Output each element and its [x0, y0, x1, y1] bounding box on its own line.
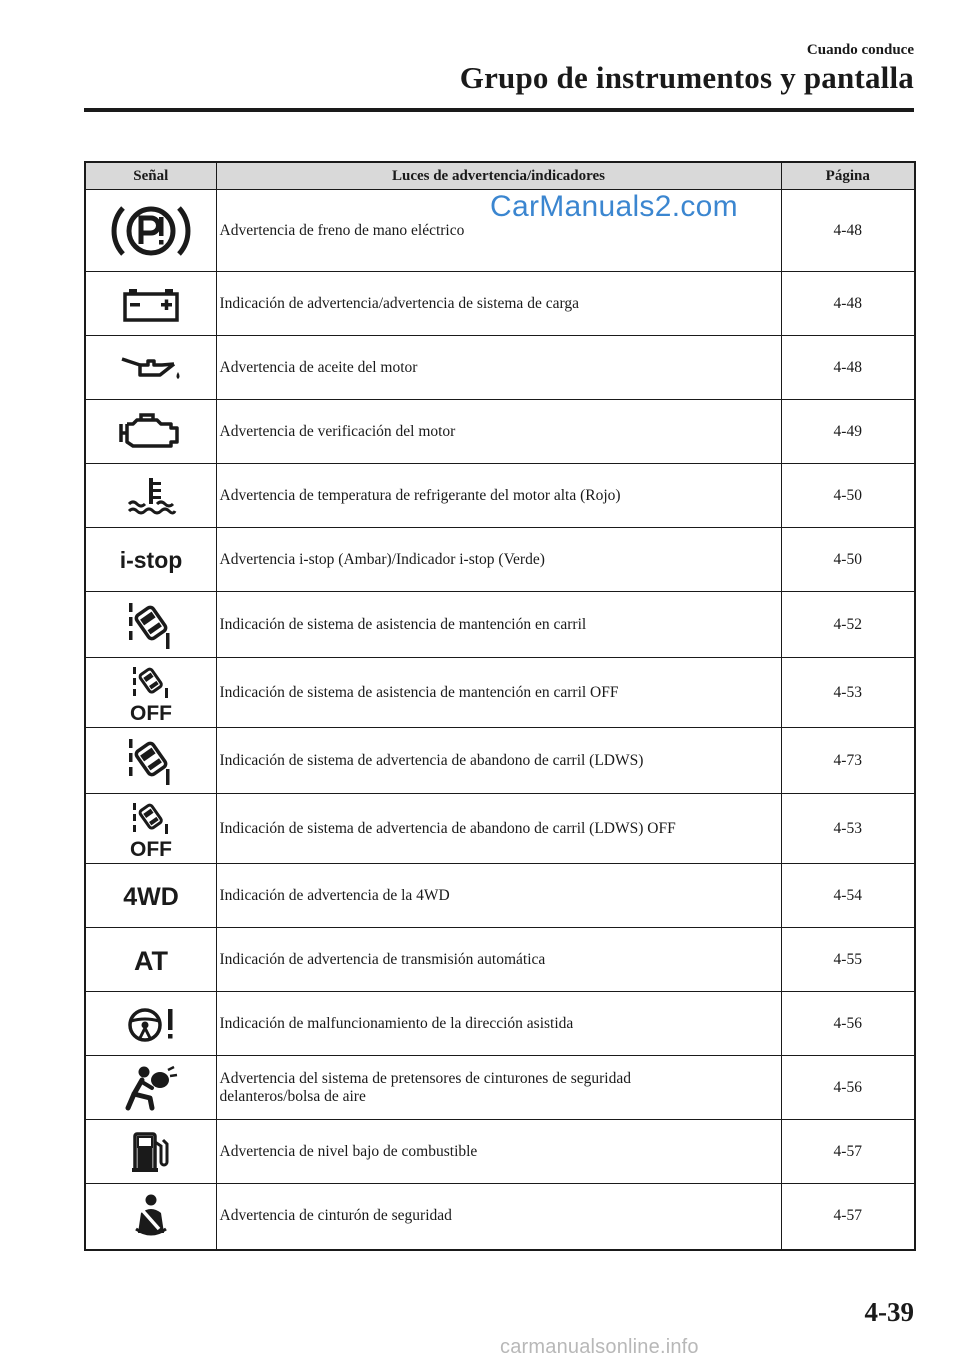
column-header-description: Luces de advertencia/indicadores [216, 162, 781, 190]
icon-cell [85, 464, 216, 528]
icon-cell [85, 592, 216, 658]
description-cell: Indicación de sistema de advertencia de abandono de carril (LDWS) [216, 728, 781, 794]
icon-cell [85, 928, 216, 992]
icon-cell [85, 528, 216, 592]
icon-cell [85, 864, 216, 928]
automatic-transmission-icon [126, 944, 176, 976]
description-cell: Advertencia i-stop (Ambar)/Indicador i-stop (Verde) [216, 528, 781, 592]
description-cell: Advertencia de cinturón de seguridad [216, 1184, 781, 1250]
table-row [85, 794, 915, 864]
description-cell: Advertencia de aceite del motor [216, 336, 781, 400]
icon-cell [85, 1056, 216, 1120]
at-icon-text: AT [133, 945, 168, 976]
table-row [85, 728, 915, 794]
warning-lights-table [84, 161, 916, 1251]
page-cell: 4-53 [781, 658, 915, 728]
watermark-logo: CarManuals2.com [490, 190, 738, 223]
table-header-row [85, 162, 915, 190]
page-cell: 4-56 [781, 1056, 915, 1120]
coolant-temperature-icon [123, 476, 179, 516]
description-line: Advertencia del sistema de pretensores de cinturones de seguridad [219, 1069, 631, 1087]
4wd-icon-text: 4WD [122, 882, 179, 911]
seat-belt-icon [128, 1193, 174, 1239]
icon-cell [85, 728, 216, 794]
i-stop-icon [118, 543, 184, 577]
table-row [85, 1056, 915, 1120]
table-row [85, 336, 915, 400]
table-row [85, 658, 915, 728]
page-cell: 4-57 [781, 1184, 915, 1250]
table-row [85, 1184, 915, 1250]
icon-cell [85, 272, 216, 336]
page-cell: 4-48 [781, 272, 915, 336]
table-row [85, 864, 915, 928]
table-row [85, 400, 915, 464]
icon-cell [85, 794, 216, 864]
description-line: delanteros/bolsa de aire [219, 1087, 366, 1105]
page-number: 4-39 [864, 1297, 914, 1327]
page-cell: 4-57 [781, 1120, 915, 1184]
lane-keep-assist-off-icon [124, 664, 178, 722]
page-cell: 4-52 [781, 592, 915, 658]
icon-cell [85, 658, 216, 728]
table-row [85, 928, 915, 992]
page-cell: 4-50 [781, 464, 915, 528]
watermark-footer: carmanualsonline.info [500, 1336, 699, 1358]
table-row [85, 272, 915, 336]
page-cell: 4-73 [781, 728, 915, 794]
header-rule [84, 108, 914, 112]
table-row [85, 464, 915, 528]
low-fuel-icon [129, 1130, 173, 1174]
airbag-pretensioner-icon [122, 1064, 180, 1112]
description-cell: Indicación de sistema de asistencia de mantención en carril [216, 592, 781, 658]
page-cell: 4-56 [781, 992, 915, 1056]
icon-cell [85, 336, 216, 400]
lane-departure-warning-off-icon [124, 800, 178, 858]
icon-cell [85, 190, 216, 272]
description-cell: Indicación de advertencia de la 4WD [216, 864, 781, 928]
page-cell: 4-50 [781, 528, 915, 592]
description-cell [216, 1056, 781, 1120]
page-cell: 4-48 [781, 336, 915, 400]
icon-cell [85, 1184, 216, 1250]
4wd-icon [116, 881, 186, 911]
page-cell: 4-55 [781, 928, 915, 992]
icon-cell [85, 1120, 216, 1184]
table-row [85, 1120, 915, 1184]
icon-cell [85, 992, 216, 1056]
page-cell: 4-54 [781, 864, 915, 928]
table-row [85, 992, 915, 1056]
description-cell: Indicación de malfuncionamiento de la dirección asistida [216, 992, 781, 1056]
electric-parking-brake-icon [110, 199, 192, 263]
column-header-page: Página [781, 162, 915, 190]
description-cell: Indicación de advertencia de transmisión automática [216, 928, 781, 992]
table-row [85, 528, 915, 592]
off-label-icon-text: OFF [129, 701, 172, 722]
page-cell: 4-53 [781, 794, 915, 864]
battery-charge-icon [121, 286, 181, 322]
table-row [85, 592, 915, 658]
power-steering-icon [123, 1004, 179, 1044]
icon-cell [85, 400, 216, 464]
section-label: Cuando conduce [806, 42, 914, 58]
page-cell: 4-49 [781, 400, 915, 464]
chapter-title: Grupo de instrumentos y pantalla [459, 60, 914, 95]
description-cell: Advertencia de verificación del motor [216, 400, 781, 464]
page-cell: 4-48 [781, 190, 915, 272]
description-cell: Advertencia de temperatura de refrigerante del motor alta (Rojo) [216, 464, 781, 528]
column-header-signal: Señal [85, 162, 216, 190]
lane-keep-assist-icon [126, 599, 176, 651]
description-cell: Indicación de advertencia/advertencia de sistema de carga [216, 272, 781, 336]
i-stop-icon-text: i-stop [119, 546, 183, 573]
off-label-icon-text: OFF [129, 837, 172, 858]
lane-departure-warning-icon [126, 735, 176, 787]
oil-can-icon [118, 353, 184, 383]
description-cell: Indicación de sistema de advertencia de abandono de carril (LDWS) OFF [216, 794, 781, 864]
description-cell: Indicación de sistema de asistencia de mantención en carril OFF [216, 658, 781, 728]
description-cell: Advertencia de nivel bajo de combustible [216, 1120, 781, 1184]
description-cell: Advertencia de freno de mano eléctrico [216, 190, 781, 272]
check-engine-icon [119, 412, 183, 452]
